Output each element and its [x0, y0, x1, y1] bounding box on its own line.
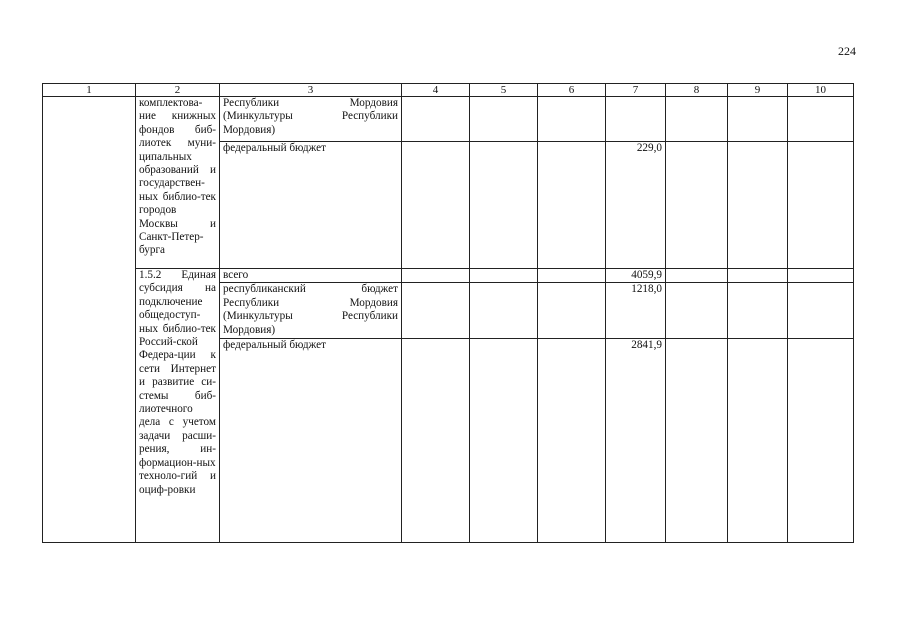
funding-source-cell: всего	[220, 269, 402, 283]
cell-col10	[788, 97, 854, 142]
budget-table	[42, 83, 854, 543]
cell-col5	[470, 97, 538, 142]
cell-col8	[666, 97, 728, 142]
cell-col6	[538, 142, 606, 269]
cell-col4	[402, 142, 470, 269]
cell-col6	[538, 339, 606, 543]
funding-source-cell: республиканский бюджет Республики Мордовия (Минкультуры Республики Мордовия)	[220, 283, 402, 339]
cell-col10	[788, 283, 854, 339]
cell-col9	[728, 269, 788, 283]
cell-col5	[470, 339, 538, 543]
cell-col10	[788, 339, 854, 543]
cell-col7	[606, 97, 666, 142]
cell-col6	[538, 283, 606, 339]
cell-col9	[728, 142, 788, 269]
cell-col6	[538, 97, 606, 142]
measure-description-cell: 1.5.2 Единая субсидия на подключение общедоступ-ных библио-тек Россий-ской Федера-ции к сети Интернет и развитие си-стемы биб-лиотечного дела с учетом задачи расши-рения, ин-формацион-ных техноло-гий и оциф-ровки	[136, 269, 220, 543]
table-row	[43, 269, 854, 283]
column-header-10: 10	[788, 84, 854, 97]
cell-col9	[728, 339, 788, 543]
amount-cell: 229,0	[606, 142, 666, 269]
cell-col4	[402, 269, 470, 283]
column-header-2: 2	[136, 84, 220, 97]
cell-col9	[728, 97, 788, 142]
cell-col10	[788, 269, 854, 283]
page-number: 224	[838, 44, 856, 58]
amount-cell: 1218,0	[606, 283, 666, 339]
cell-col8	[666, 339, 728, 543]
column-header-3: 3	[220, 84, 402, 97]
cell-col1	[43, 97, 136, 543]
cell-col4	[402, 283, 470, 339]
amount-cell: 4059,9	[606, 269, 666, 283]
column-header-9: 9	[728, 84, 788, 97]
column-header-7: 7	[606, 84, 666, 97]
cell-col5	[470, 142, 538, 269]
column-header-1: 1	[43, 84, 136, 97]
table-row	[43, 97, 854, 142]
cell-col4	[402, 339, 470, 543]
column-header-5: 5	[470, 84, 538, 97]
column-header-6: 6	[538, 84, 606, 97]
header-row	[43, 84, 854, 97]
cell-col8	[666, 142, 728, 269]
funding-source-cell: федеральный бюджет	[220, 142, 402, 269]
cell-col8	[666, 283, 728, 339]
cell-col8	[666, 269, 728, 283]
cell-col9	[728, 283, 788, 339]
cell-col10	[788, 142, 854, 269]
column-header-8: 8	[666, 84, 728, 97]
cell-col6	[538, 269, 606, 283]
cell-col5	[470, 283, 538, 339]
cell-col4	[402, 97, 470, 142]
amount-cell: 2841,9	[606, 339, 666, 543]
funding-source-cell: Республики Мордовия (Минкультуры Республики Мордовия)	[220, 97, 402, 142]
cell-col5	[470, 269, 538, 283]
column-header-4: 4	[402, 84, 470, 97]
funding-source-cell: федеральный бюджет	[220, 339, 402, 543]
measure-description-cell: комплектова-ние книжных фондов биб-лиотек муни-ципальных образований и государствен-ных библио-тек городов Москвы и Санкт-Петер-бурга	[136, 97, 220, 269]
